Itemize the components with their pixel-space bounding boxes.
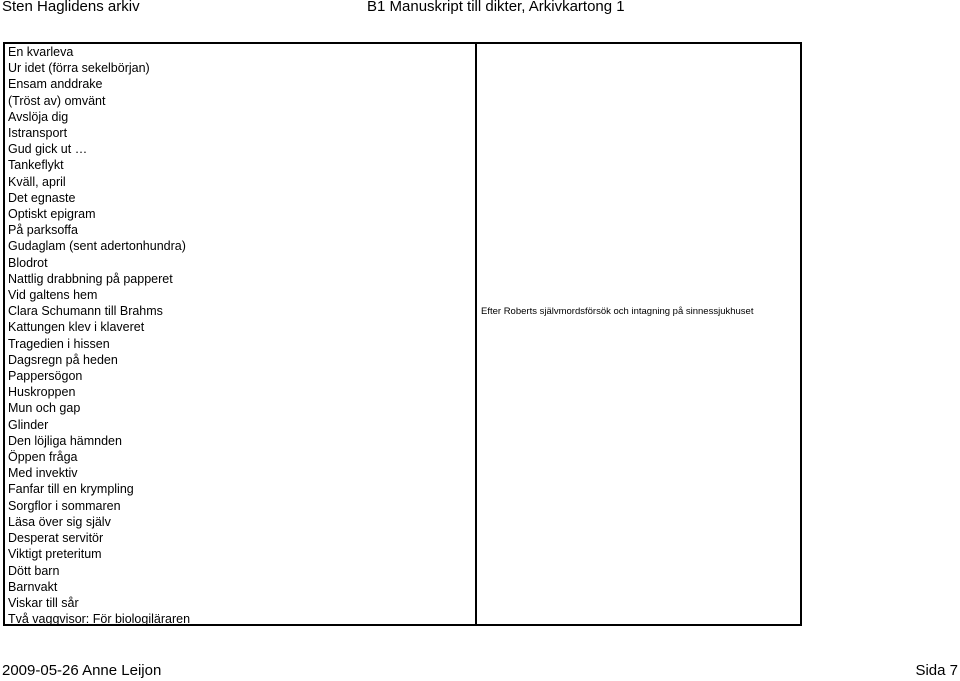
poem-title: Tragedien i hissen [8,336,110,351]
header-box-title: B1 Manuskript till dikter, Arkivkartong 1 [367,0,625,15]
poem-title: Gudaglam (sent adertonhundra) [8,239,186,254]
footer-date-author: 2009-05-26 Anne Leijon [2,662,162,679]
poem-title: Dött barn [8,563,60,578]
poem-title: Kväll, april [8,174,66,189]
poem-title: Glinder [8,417,49,432]
poem-title: Mun och gap [8,401,81,416]
poem-title: Nattlig drabbning på papperet [8,271,173,286]
poem-title: Det egnaste [8,190,76,205]
poem-title: Sorgflor i sommaren [8,498,121,513]
poem-title: Desperat servitör [8,531,104,546]
header-archive-name: Sten Haglidens arkiv [2,0,140,15]
manuscript-table [3,42,802,626]
footer-page-number: Sida 7 [915,662,958,679]
poem-title: Optiskt epigram [8,207,96,222]
poem-title: (Tröst av) omvänt [8,93,106,108]
poem-title: Den löjliga hämnden [8,433,122,448]
poem-title: Tankeflykt [8,158,64,173]
poem-title: Fanfar till en krympling [8,482,134,497]
poem-title: Ur idet (förra sekelbörjan) [8,61,150,76]
poem-title: Vid galtens hem [8,288,98,303]
poem-title: Gud gick ut … [8,142,88,157]
note-text: Efter Roberts självmordsförsök och intagning på sinnessjukhuset [481,306,754,317]
poem-title: Viktigt preteritum [8,547,102,562]
poem-title-column [5,44,477,627]
poem-title: En kvarleva [8,45,74,59]
poem-title: Ensam anddrake [8,77,103,92]
poem-title: Blodrot [8,255,48,270]
poem-title: Clara Schumann till Brahms [8,304,163,319]
poem-title: Läsa över sig själv [8,514,111,529]
poem-title: Huskroppen [8,385,76,400]
poem-title: Öppen fråga [8,450,78,465]
poem-title: Med invektiv [8,466,78,481]
poem-title: Istransport [8,126,68,141]
poem-title: Avslöja dig [8,109,69,124]
poem-title: Två vaggvisor: För biologiläraren [8,612,191,627]
poem-title: Kattungen klev i klaveret [8,320,145,335]
note-column [477,44,800,624]
poem-title: Barnvakt [8,579,58,594]
poem-title: Dagsregn på heden [8,352,118,367]
poem-title: Viskar till sår [8,595,79,610]
poem-title: Pappersögon [8,369,83,384]
poem-title: På parksoffa [8,223,78,238]
